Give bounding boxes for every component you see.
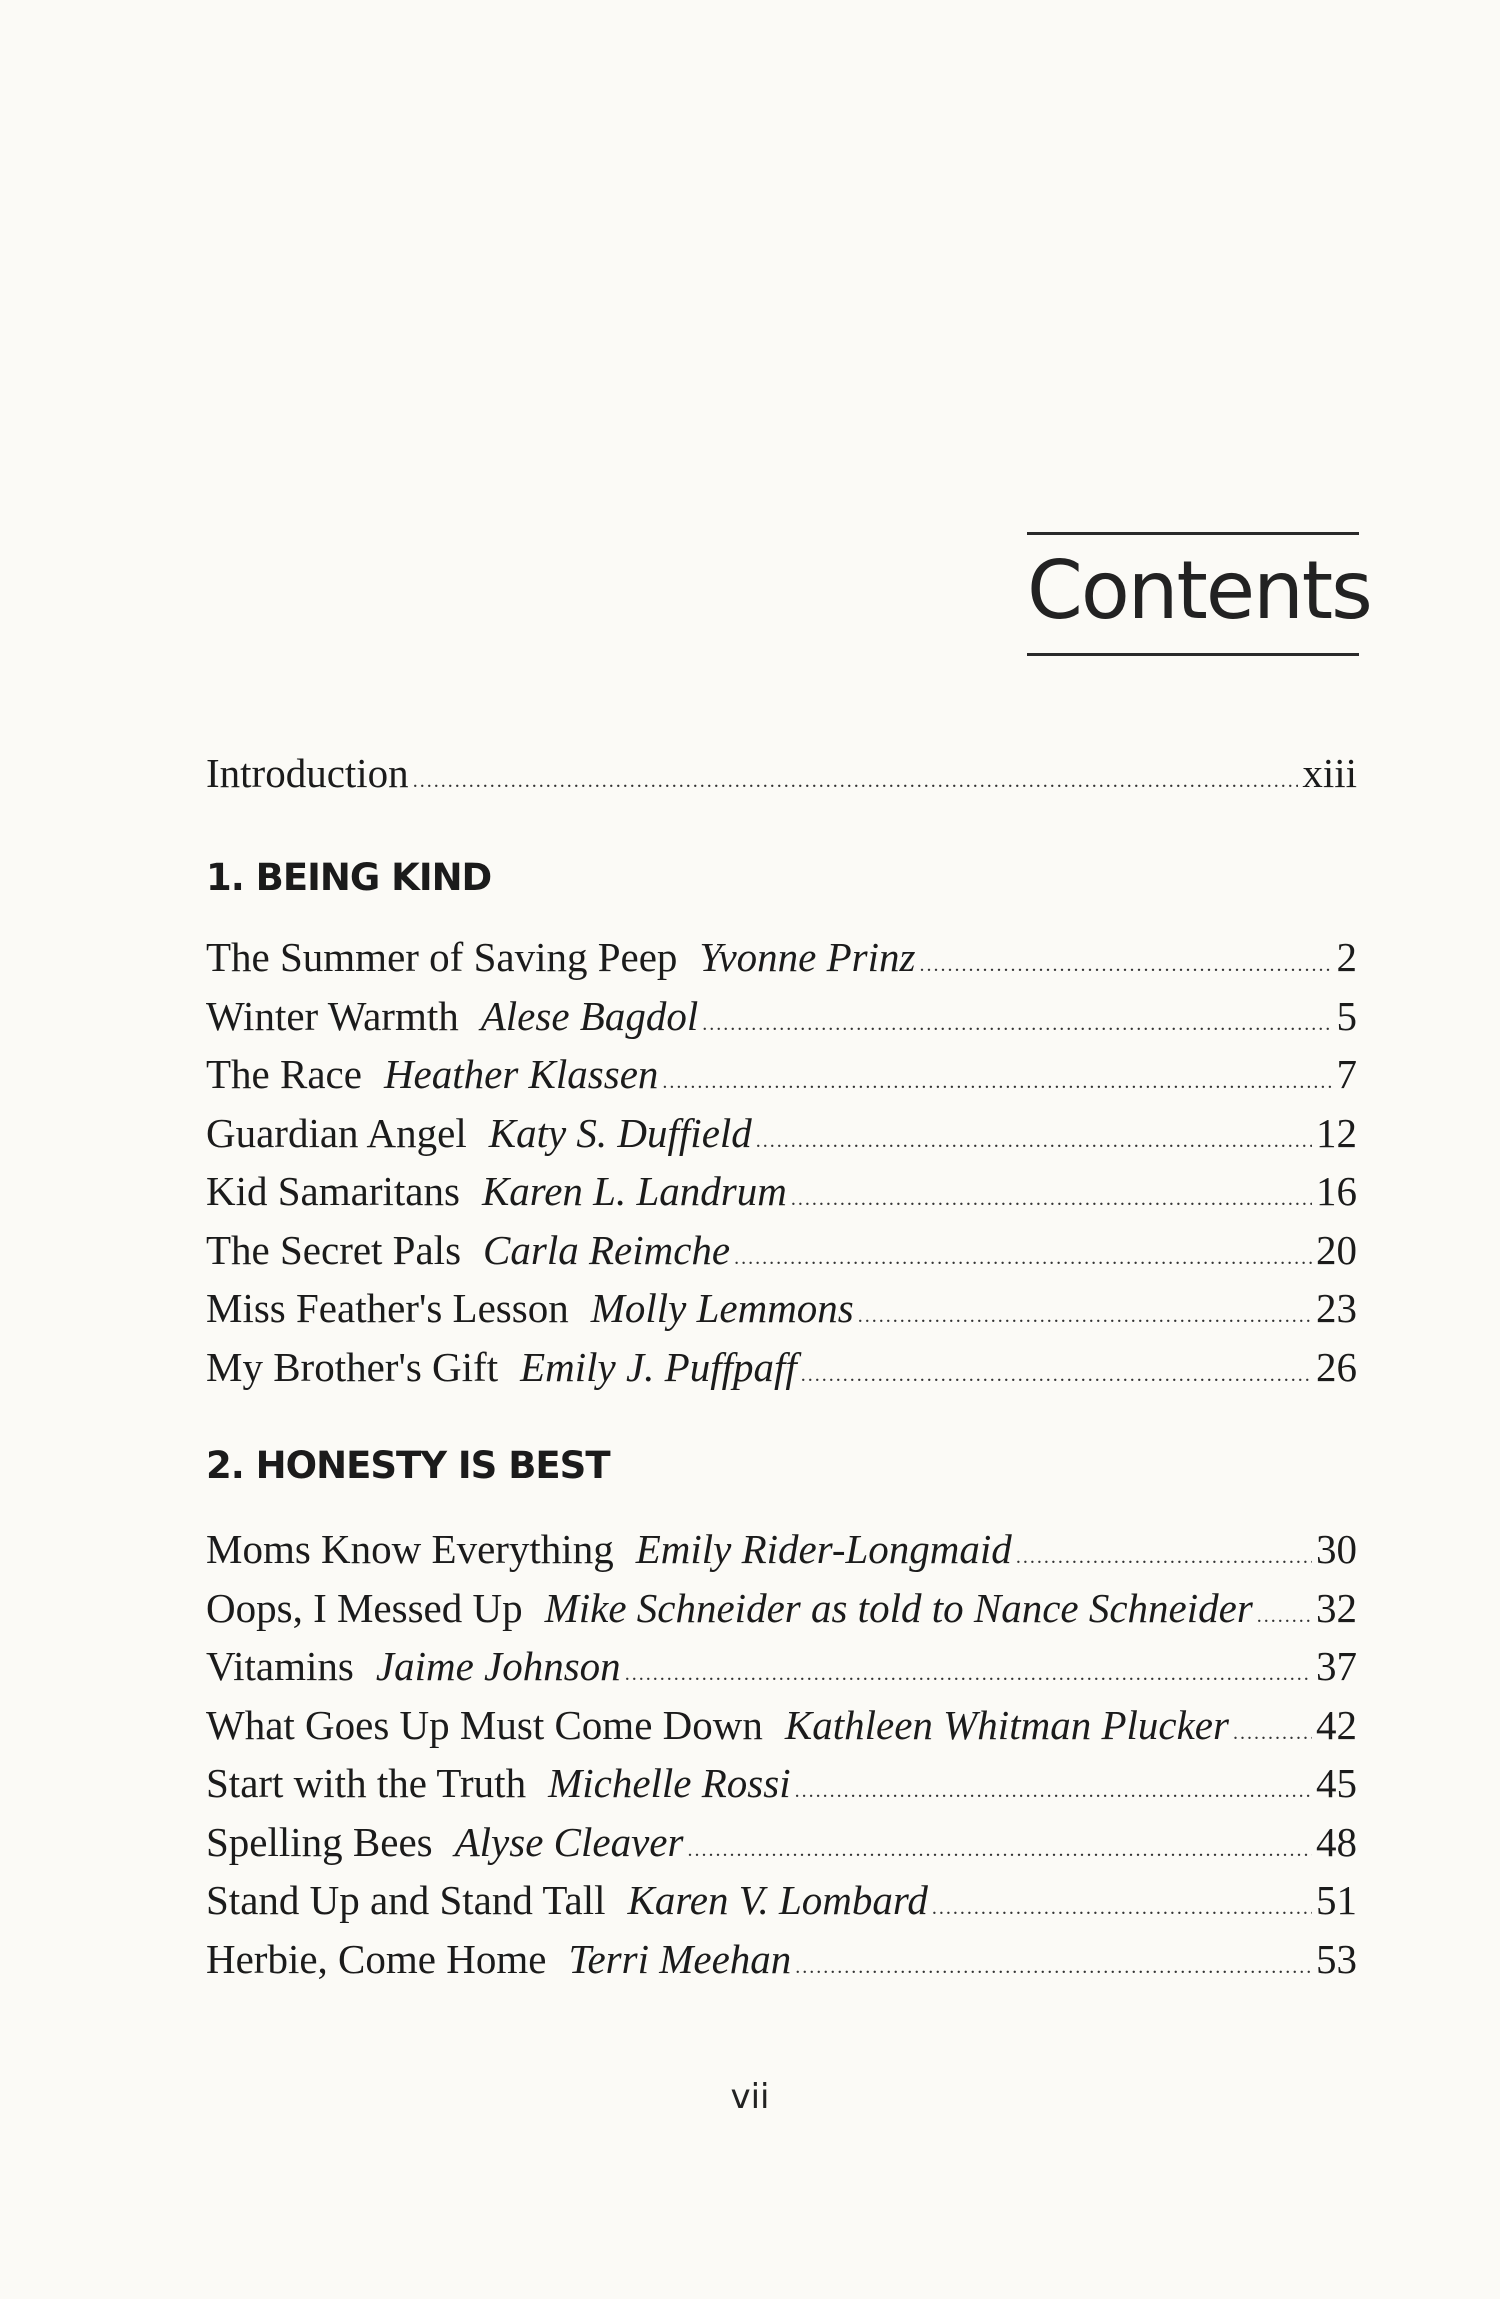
- page-number: vii: [730, 2077, 770, 2117]
- entry-title: The Summer of Saving Peep: [206, 934, 678, 980]
- entry-author: Alese Bagdol: [480, 992, 699, 1039]
- toc-entry: [206, 1754, 1357, 1813]
- dot-leader: [756, 1112, 1312, 1171]
- toc-entry: [206, 987, 1357, 1046]
- toc-entry: [206, 1637, 1357, 1696]
- entry-title: My Brother's Gift: [206, 1343, 499, 1390]
- toc-entry: [206, 744, 1357, 803]
- dot-leader: [1257, 1587, 1312, 1646]
- entry-title: Kid Samaritans: [206, 1168, 460, 1214]
- dot-leader: [795, 1762, 1312, 1821]
- title-rule-top: [1027, 532, 1359, 535]
- entry-author: Katy S. Duffield: [488, 1109, 752, 1156]
- dot-leader: [919, 936, 1332, 995]
- entry-author: Alyse Cleaver: [454, 1818, 684, 1865]
- entry-page: 16: [1316, 1168, 1357, 1214]
- entry-page: 45: [1316, 1760, 1357, 1806]
- title-rule-bottom: [1027, 653, 1359, 656]
- entry-author: Karen L. Landrum: [481, 1168, 787, 1214]
- dot-leader: [702, 995, 1332, 1054]
- toc-entry: [206, 1930, 1357, 1989]
- entry-title: Herbie, Come Home: [206, 1935, 547, 1982]
- toc-section: [206, 848, 1357, 908]
- entry-author: Terri Meehan: [568, 1935, 792, 1982]
- toc-entry: [206, 1520, 1357, 1579]
- dot-leader: [932, 1879, 1312, 1938]
- entry-page: 7: [1336, 1051, 1357, 1097]
- entry-page: 12: [1316, 1109, 1357, 1156]
- entry-page: 51: [1316, 1877, 1357, 1923]
- entry-page: 30: [1316, 1526, 1357, 1572]
- dot-leader: [791, 1170, 1312, 1229]
- dot-leader: [662, 1053, 1332, 1112]
- toc-entry: [206, 928, 1357, 987]
- entry-author: Yvonne Prinz: [699, 934, 916, 980]
- entry-title: Stand Up and Stand Tall: [206, 1877, 606, 1923]
- toc-section: [206, 1436, 1357, 1496]
- toc-entry: [206, 1162, 1357, 1221]
- dot-leader: [1233, 1704, 1312, 1763]
- entry-author: Michelle Rossi: [548, 1760, 791, 1806]
- toc-introduction: [206, 744, 1357, 803]
- dot-leader: [801, 1346, 1312, 1405]
- toc-entry: [206, 1221, 1357, 1280]
- entry-page: 42: [1316, 1701, 1357, 1748]
- entry-title: What Goes Up Must Come Down: [206, 1701, 763, 1748]
- page-title: Contents: [1027, 544, 1371, 637]
- entry-title: Miss Feather's Lesson: [206, 1285, 569, 1331]
- entry-page: 48: [1316, 1818, 1357, 1865]
- entry-author: Karen V. Lombard: [627, 1877, 928, 1923]
- entry-page: 53: [1316, 1935, 1357, 1982]
- entry-author: Emily Rider-Longmaid: [635, 1526, 1012, 1572]
- toc-section-entries: [206, 1520, 1357, 1988]
- entry-title: Vitamins: [206, 1643, 354, 1689]
- entry-author: Mike Schneider as told to Nance Schneider: [544, 1584, 1253, 1631]
- section-heading: 2. HONESTY IS BEST: [206, 1444, 610, 1487]
- entry-page: 5: [1336, 992, 1357, 1039]
- toc-entry: [206, 1104, 1357, 1163]
- toc-entry: [206, 1579, 1357, 1638]
- entry-page: 26: [1316, 1343, 1357, 1390]
- toc-entry: [206, 1696, 1357, 1755]
- entry-title: Introduction: [206, 750, 409, 796]
- dot-leader: [858, 1287, 1312, 1346]
- toc-entry: [206, 1045, 1357, 1104]
- entry-title: The Race: [206, 1051, 362, 1097]
- entry-page: xiii: [1302, 750, 1357, 796]
- entry-author: Molly Lemmons: [590, 1285, 854, 1331]
- entry-page: 20: [1316, 1226, 1357, 1273]
- entry-page: 2: [1336, 934, 1357, 980]
- entry-title: Oops, I Messed Up: [206, 1584, 523, 1631]
- toc-entry: [206, 1279, 1357, 1338]
- contents-title-block: [1027, 532, 1371, 656]
- toc-entry: [206, 1338, 1357, 1397]
- entry-author: Heather Klassen: [383, 1051, 659, 1097]
- entry-author: Carla Reimche: [483, 1226, 731, 1273]
- entry-page: 23: [1316, 1285, 1357, 1331]
- dot-leader: [413, 752, 1299, 811]
- entry-title: Moms Know Everything: [206, 1526, 614, 1572]
- entry-title: Start with the Truth: [206, 1760, 527, 1806]
- entry-title: Guardian Angel: [206, 1109, 467, 1156]
- entry-page: 37: [1316, 1643, 1357, 1689]
- dot-leader: [795, 1938, 1312, 1997]
- entry-title: Winter Warmth: [206, 992, 459, 1039]
- entry-title: The Secret Pals: [206, 1226, 462, 1273]
- entry-author: Emily J. Puffpaff: [520, 1343, 797, 1390]
- toc-section-entries: [206, 928, 1357, 1396]
- entry-title: Spelling Bees: [206, 1818, 433, 1865]
- toc-entry: [206, 1813, 1357, 1872]
- entry-author: Kathleen Whitman Plucker: [784, 1701, 1229, 1748]
- entry-author: Jaime Johnson: [375, 1643, 621, 1689]
- entry-page: 32: [1316, 1584, 1357, 1631]
- section-heading: 1. BEING KIND: [206, 856, 492, 899]
- toc-entry: [206, 1871, 1357, 1930]
